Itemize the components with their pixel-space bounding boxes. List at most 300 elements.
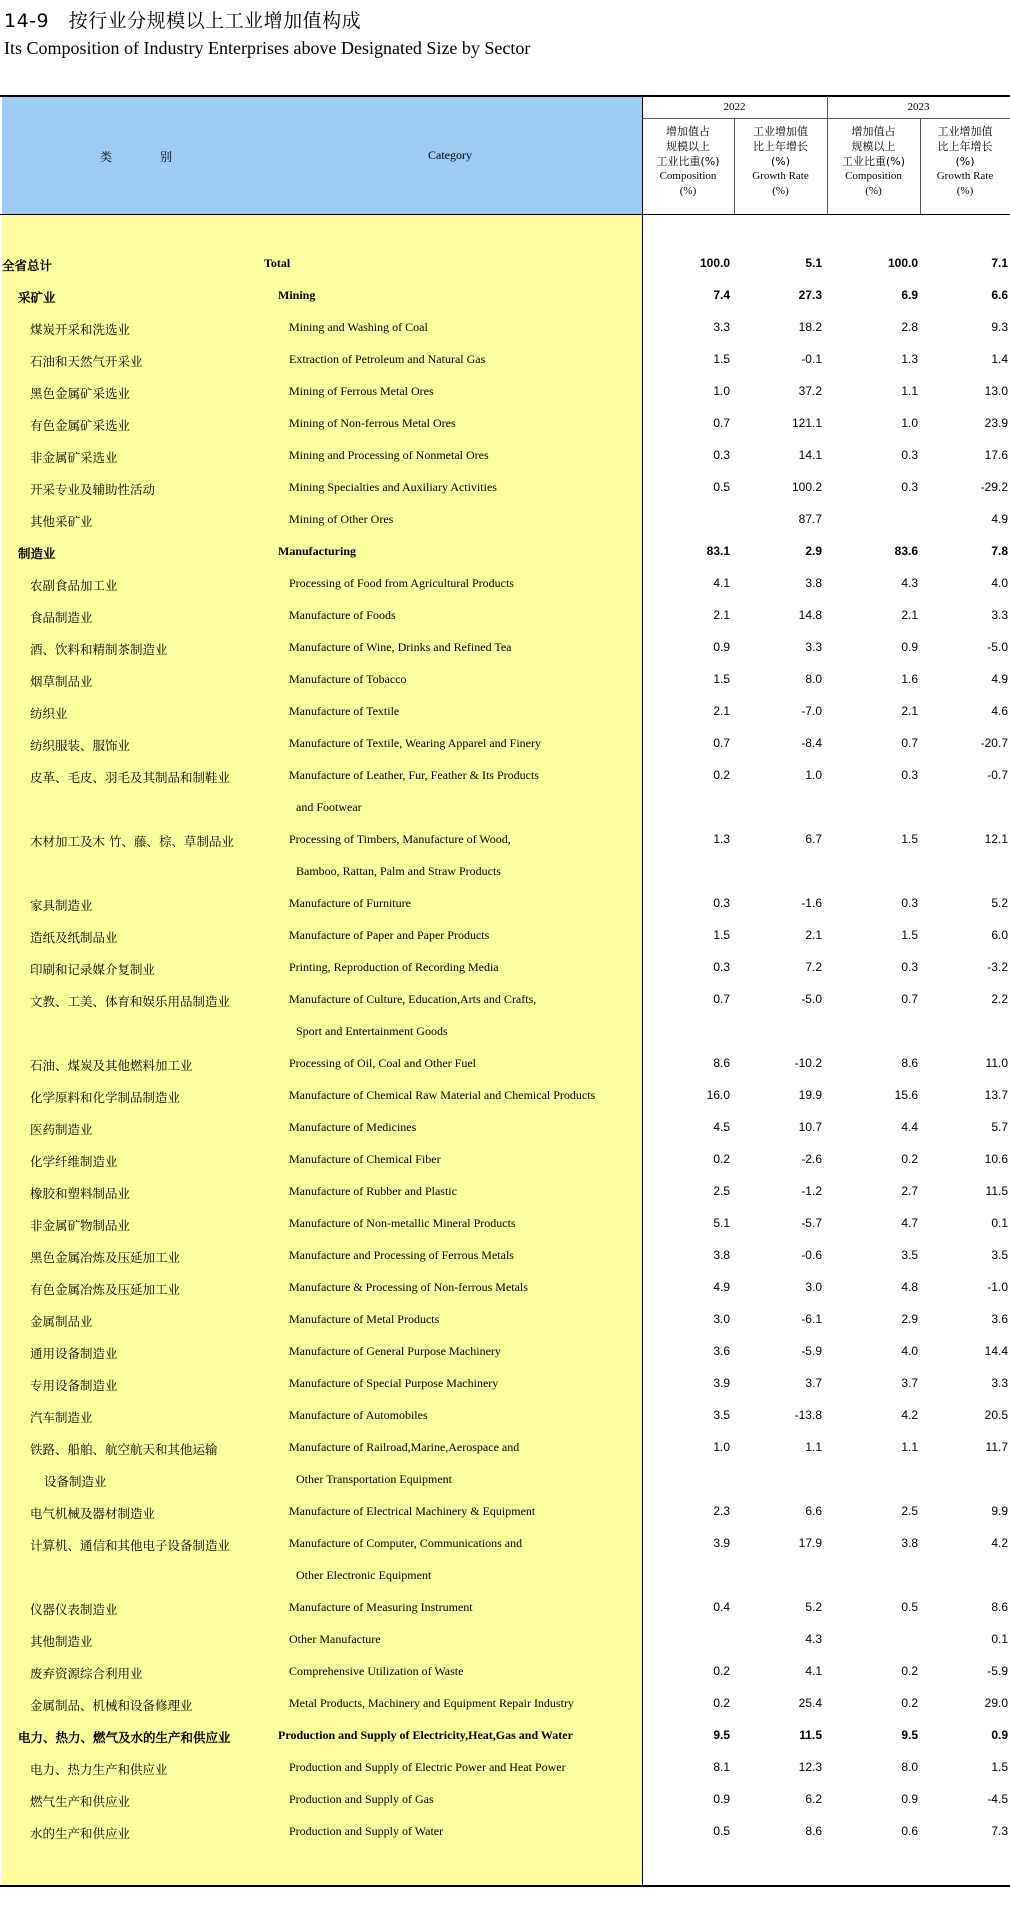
row-value: 1.5	[713, 352, 730, 366]
row-category-cn: 印刷和记录媒介复制业	[30, 962, 156, 977]
row-category-en: Comprehensive Utilization of Waste	[289, 1664, 464, 1678]
row-category-cn: 设备制造业	[44, 1474, 107, 1489]
row-value: -6.1	[801, 1312, 822, 1326]
row-value: -1.2	[801, 1184, 822, 1198]
header-text: (%)	[955, 155, 975, 168]
row-category-en: Production and Supply of Electric Power and Heat Power	[289, 1760, 566, 1774]
row-value: 0.5	[713, 1824, 730, 1838]
table-row	[0, 280, 1010, 312]
table-row	[0, 1400, 1010, 1432]
row-category-en: Production and Supply of Water	[289, 1824, 444, 1838]
row-value: 2.7	[901, 1184, 918, 1198]
row-value: 4.0	[901, 1344, 918, 1358]
row-value: -0.6	[801, 1248, 822, 1262]
row-value: -1.6	[801, 896, 822, 910]
row-category-cn: 汽车制造业	[30, 1410, 93, 1425]
row-value: 4.7	[901, 1216, 918, 1230]
row-category-cn: 化学原料和化学制品制造业	[30, 1090, 181, 1105]
row-category-en: Manufacture and Processing of Ferrous Metals	[289, 1248, 514, 1262]
header-text: Composition	[845, 170, 902, 182]
row-value: 0.2	[713, 1664, 730, 1678]
row-value: 0.2	[713, 1152, 730, 1166]
table-row	[0, 1752, 1010, 1784]
row-value: 8.6	[713, 1056, 730, 1070]
row-value: 17.9	[798, 1536, 822, 1550]
row-value: 15.6	[894, 1088, 918, 1102]
row-value: 10.7	[798, 1120, 822, 1134]
row-category-cn: 化学纤维制造业	[30, 1154, 118, 1169]
row-value: 4.2	[901, 1408, 918, 1422]
row-category-en: Manufacture of Metal Products	[289, 1312, 440, 1326]
table-row	[0, 952, 1010, 984]
row-category-en: Mining of Other Ores	[289, 512, 394, 526]
header-text: Growth Rate	[936, 170, 994, 182]
row-category-en: Printing, Reproduction of Recording Media	[289, 960, 499, 974]
row-category-cn: 医药制造业	[30, 1122, 93, 1137]
table-row	[0, 1464, 1010, 1496]
row-category-cn: 纺织服装、服饰业	[30, 738, 131, 753]
row-value: 7.4	[713, 288, 730, 302]
row-value: -0.7	[987, 768, 1008, 782]
row-value: 4.3	[901, 576, 918, 590]
row-value: 8.1	[713, 1760, 730, 1774]
row-category-cn: 非金属矿采选业	[30, 450, 118, 465]
header-text: 工业比重(%)	[656, 155, 720, 168]
row-category-en: Manufacture of Medicines	[289, 1120, 417, 1134]
row-category-en: Other Electronic Equipment	[296, 1568, 432, 1582]
row-value: -29.2	[980, 480, 1008, 494]
table-row	[0, 1688, 1010, 1720]
table-row	[0, 1272, 1010, 1304]
row-value: 3.3	[805, 640, 822, 654]
row-value: 4.3	[805, 1632, 822, 1646]
row-value: 4.9	[991, 672, 1008, 686]
row-category-en: Manufacture of Automobiles	[289, 1408, 428, 1422]
header-text: 工业比重(%)	[841, 155, 906, 168]
row-value: 1.5	[901, 928, 918, 942]
table-row	[0, 1304, 1010, 1336]
row-value: 3.3	[991, 1376, 1008, 1390]
row-value: 0.3	[901, 896, 918, 910]
row-category-en: Production and Supply of Electricity,Heat,Gas and Water	[278, 1728, 573, 1742]
table-row	[0, 344, 1010, 376]
row-value: 4.8	[901, 1280, 918, 1294]
row-value: 0.7	[901, 736, 918, 750]
row-category-en: Other Manufacture	[289, 1632, 381, 1646]
row-value: 4.1	[713, 576, 730, 590]
row-value: 19.9	[798, 1088, 822, 1102]
row-category-en: Mining Specialties and Auxiliary Activities	[289, 480, 497, 494]
row-category-en: Production and Supply of Gas	[289, 1792, 434, 1806]
row-category-cn: 水的生产和供应业	[30, 1826, 131, 1841]
row-value: 5.7	[991, 1120, 1008, 1134]
row-category-en: Metal Products, Machinery and Equipment Repair Industry	[289, 1696, 574, 1710]
row-category-en: Manufacture of Foods	[289, 608, 396, 622]
row-category-cn: 纺织业	[30, 706, 68, 721]
row-category-en: Total	[264, 256, 291, 270]
row-value: 3.3	[713, 320, 730, 334]
table-row	[0, 1656, 1010, 1688]
row-category-cn: 有色金属矿采选业	[30, 418, 131, 433]
row-value: 4.2	[991, 1536, 1008, 1550]
row-value: -4.5	[987, 1792, 1008, 1806]
header-text: 规模以上	[666, 140, 710, 153]
table-row	[0, 312, 1010, 344]
table-row	[0, 536, 1010, 568]
table-row	[0, 728, 1010, 760]
row-value: 4.9	[991, 512, 1008, 526]
row-value: 8.6	[901, 1056, 918, 1070]
row-value: 2.1	[713, 704, 730, 718]
row-category-en: Manufacture of Special Purpose Machinery	[289, 1376, 499, 1390]
table-row	[0, 1368, 1010, 1400]
row-category-en: Mining	[278, 288, 316, 302]
header-text: 比上年增长	[753, 140, 808, 153]
row-value: -10.2	[794, 1056, 822, 1070]
row-value: 7.1	[991, 256, 1008, 270]
row-value: 11.7	[985, 1440, 1008, 1454]
row-category-cn: 食品制造业	[30, 610, 93, 625]
row-value: 12.3	[798, 1760, 822, 1774]
row-value: 11.0	[985, 1056, 1008, 1070]
row-value: 0.6	[901, 1824, 918, 1838]
row-category-cn: 煤炭开采和洗选业	[30, 322, 131, 337]
row-value: 4.6	[991, 704, 1008, 718]
row-value: 13.7	[984, 1088, 1008, 1102]
row-value: -5.9	[987, 1664, 1008, 1678]
row-category-cn: 电气机械及器材制造业	[30, 1506, 156, 1521]
row-value: 4.9	[713, 1280, 730, 1294]
row-value: 3.8	[713, 1248, 730, 1262]
row-value: 3.5	[991, 1248, 1008, 1262]
row-value: 9.3	[991, 320, 1008, 334]
row-value: 2.9	[901, 1312, 918, 1326]
table-row	[0, 632, 1010, 664]
header-text: (%)	[770, 155, 791, 168]
table-row	[0, 1560, 1010, 1592]
row-category-en: Bamboo, Rattan, Palm and Straw Products	[296, 864, 501, 878]
row-category-en: Manufacture of Leather, Fur, Feather & Its Products	[289, 768, 539, 782]
row-value: 2.3	[713, 1504, 730, 1518]
row-category-cn: 金属制品业	[30, 1314, 93, 1329]
header-composition-2023	[827, 124, 920, 199]
row-category-en: Manufacture of Wine, Drinks and Refined Tea	[289, 640, 512, 654]
table-row	[0, 600, 1010, 632]
row-value: -20.7	[980, 736, 1008, 750]
row-category-cn: 黑色金属冶炼及压延加工业	[30, 1250, 181, 1265]
row-category-cn: 非金属矿物制品业	[30, 1218, 131, 1233]
table-row	[0, 248, 1010, 280]
row-category-en: Manufacture of Textile, Wearing Apparel and Finery	[289, 736, 541, 750]
row-value: 20.5	[984, 1408, 1008, 1422]
row-value: 3.0	[713, 1312, 730, 1326]
row-value: 3.9	[713, 1536, 730, 1550]
row-value: 3.5	[901, 1248, 918, 1262]
row-category-cn: 造纸及纸制品业	[30, 930, 118, 945]
row-category-en: Manufacture & Processing of Non-ferrous Metals	[289, 1280, 528, 1294]
table-row	[0, 792, 1010, 824]
row-value: 0.9	[991, 1728, 1008, 1742]
row-value: 6.9	[901, 288, 918, 302]
row-category-en: Manufacture of General Purpose Machinery	[289, 1344, 501, 1358]
row-category-cn: 有色金属冶炼及压延加工业	[30, 1282, 181, 1297]
table-row	[0, 1432, 1010, 1464]
row-value: 7.2	[805, 960, 822, 974]
row-value: 0.7	[713, 416, 730, 430]
row-category-cn: 电力、热力、燃气及水的生产和供应业	[18, 1730, 231, 1745]
header-category-cn: 类 别	[100, 150, 191, 164]
table-row	[0, 1016, 1010, 1048]
header-text: Growth Rate	[752, 170, 809, 182]
row-category-cn: 石油和天然气开采业	[30, 354, 143, 369]
row-value: 37.2	[798, 384, 822, 398]
header-bottom-rule	[0, 214, 1010, 215]
row-value: 0.3	[713, 960, 730, 974]
header-growth-2022	[734, 124, 827, 199]
table-row	[0, 1496, 1010, 1528]
row-value: 0.2	[901, 1696, 918, 1710]
row-value: 0.3	[901, 960, 918, 974]
row-value: 0.9	[901, 640, 918, 654]
table-row	[0, 984, 1010, 1016]
row-value: 2.1	[901, 704, 918, 718]
row-value: 14.1	[798, 448, 822, 462]
table-row	[0, 1528, 1010, 1560]
row-value: -5.0	[801, 992, 822, 1006]
table-row	[0, 920, 1010, 952]
row-value: 1.1	[805, 1440, 822, 1454]
row-value: 1.1	[901, 384, 918, 398]
table-row	[0, 1816, 1010, 1848]
header-text: (%)	[956, 185, 974, 197]
row-value: 3.6	[713, 1344, 730, 1358]
row-value: 9.9	[991, 1504, 1008, 1518]
row-value: 7.3	[991, 1824, 1008, 1838]
row-category-en: Mining and Processing of Nonmetal Ores	[289, 448, 489, 462]
row-value: 100.0	[887, 256, 918, 270]
row-value: -13.8	[794, 1408, 822, 1422]
row-category-en: Manufacture of Chemical Fiber	[289, 1152, 441, 1166]
row-category-en: Manufacture of Measuring Instrument	[289, 1600, 473, 1614]
row-category-cn: 其他制造业	[30, 1634, 93, 1649]
table-row	[0, 1624, 1010, 1656]
table-row	[0, 1720, 1010, 1752]
header-category-band	[2, 96, 642, 214]
table-row	[0, 1336, 1010, 1368]
row-category-cn: 采矿业	[18, 290, 56, 305]
row-value: 2.1	[805, 928, 822, 942]
row-value: 1.0	[901, 416, 918, 430]
row-value: 8.0	[805, 672, 822, 686]
row-value: 83.1	[706, 544, 730, 558]
table-row	[0, 1592, 1010, 1624]
year-underline	[642, 118, 1010, 119]
row-value: 2.9	[805, 544, 822, 558]
row-category-en: Manufacture of Textile	[289, 704, 400, 718]
row-value: 3.8	[805, 576, 822, 590]
row-value: 0.1	[991, 1632, 1008, 1646]
table-row	[0, 472, 1010, 504]
row-value: 11.5	[985, 1184, 1008, 1198]
row-category-en: Manufacture of Non-metallic Mineral Products	[289, 1216, 516, 1230]
table-row	[0, 1080, 1010, 1112]
row-value: 29.0	[984, 1696, 1008, 1710]
row-category-en: Mining and Washing of Coal	[289, 320, 428, 334]
header-text: 增加值占	[666, 125, 710, 138]
row-value: 2.1	[713, 608, 730, 622]
row-category-en: Manufacture of Furniture	[289, 896, 411, 910]
row-value: -2.6	[801, 1152, 822, 1166]
table-row	[0, 1176, 1010, 1208]
table-row	[0, 824, 1010, 856]
row-value: -3.2	[987, 960, 1008, 974]
row-value: 3.3	[991, 608, 1008, 622]
header-year-2023: 2023	[907, 101, 930, 113]
header-text: 工业增加值	[753, 125, 808, 138]
row-category-en: Manufacture of Rubber and Plastic	[289, 1184, 457, 1198]
row-value: -0.1	[801, 352, 822, 366]
header-category-en: Category	[428, 148, 472, 162]
row-value: 4.0	[991, 576, 1008, 590]
row-value: 0.5	[901, 1600, 918, 1614]
row-value: 0.3	[713, 896, 730, 910]
table-row	[0, 408, 1010, 440]
header-text: (%)	[679, 185, 697, 197]
row-value: 0.3	[901, 448, 918, 462]
row-category-en: Manufacture of Chemical Raw Material and Chemical Products	[289, 1088, 596, 1102]
row-value: 100.2	[791, 480, 822, 494]
row-value: 9.5	[713, 1728, 730, 1742]
row-value: 4.5	[713, 1120, 730, 1134]
row-category-cn: 橡胶和塑料制品业	[30, 1186, 131, 1201]
header-composition-2022	[642, 124, 734, 199]
row-value: 3.7	[805, 1376, 822, 1390]
row-value: 83.6	[894, 544, 918, 558]
row-value: 0.5	[713, 480, 730, 494]
header-text: 规模以上	[851, 140, 896, 153]
table-title-cn: 14-9 按行业分规模以上工业增加值构成	[4, 10, 362, 32]
row-category-cn: 废弃资源综合利用业	[30, 1666, 143, 1681]
row-value: 1.1	[901, 1440, 918, 1454]
row-value: 2.5	[713, 1184, 730, 1198]
row-value: 100.0	[699, 256, 730, 270]
row-value: 87.7	[798, 512, 822, 526]
table-row	[0, 440, 1010, 472]
bottom-rule	[0, 1885, 1010, 1887]
row-value: 8.6	[991, 1600, 1008, 1614]
row-value: -5.0	[987, 640, 1008, 654]
row-value: 0.2	[901, 1152, 918, 1166]
row-value: 27.3	[798, 288, 822, 302]
row-value: 1.5	[713, 672, 730, 686]
row-category-cn: 黑色金属矿采选业	[30, 386, 131, 401]
row-value: 0.7	[901, 992, 918, 1006]
row-category-en: Processing of Food from Agricultural Products	[289, 576, 514, 590]
row-value: 0.3	[713, 448, 730, 462]
table-row	[0, 1048, 1010, 1080]
row-category-cn: 烟草制品业	[30, 674, 93, 689]
row-value: 6.6	[805, 1504, 822, 1518]
row-value: 1.5	[991, 1760, 1008, 1774]
row-value: 0.4	[713, 1600, 730, 1614]
table-row	[0, 888, 1010, 920]
row-category-cn: 文教、工美、体育和娱乐用品制造业	[30, 994, 231, 1009]
row-value: 1.4	[991, 352, 1008, 366]
row-category-cn: 计算机、通信和其他电子设备制造业	[30, 1538, 231, 1553]
header-growth-2023	[920, 124, 1010, 199]
row-category-en: Processing of Timbers, Manufacture of Wood,	[289, 832, 511, 846]
row-value: 0.9	[901, 1792, 918, 1806]
row-category-en: Manufacture of Computer, Communications and	[289, 1536, 523, 1550]
table-row	[0, 1240, 1010, 1272]
table-row	[0, 664, 1010, 696]
row-value: -1.0	[987, 1280, 1008, 1294]
header-text: 工业增加值	[937, 125, 993, 138]
row-value: 13.0	[984, 384, 1008, 398]
table-row	[0, 856, 1010, 888]
row-category-en: Extraction of Petroleum and Natural Gas	[289, 352, 486, 366]
row-value: 1.0	[713, 1440, 730, 1454]
row-value: 1.3	[713, 832, 730, 846]
row-value: 5.1	[713, 1216, 730, 1230]
row-category-cn: 专用设备制造业	[30, 1378, 118, 1393]
row-value: 16.0	[706, 1088, 730, 1102]
header-text: (%)	[772, 185, 789, 197]
row-category-en: and Footwear	[296, 800, 362, 814]
table-row	[0, 1112, 1010, 1144]
row-category-en: Processing of Oil, Coal and Other Fuel	[289, 1056, 476, 1070]
table-row	[0, 696, 1010, 728]
row-value: 121.1	[791, 416, 822, 430]
row-value: 1.5	[901, 832, 918, 846]
row-category-en: Mining of Ferrous Metal Ores	[289, 384, 434, 398]
row-value: 4.4	[901, 1120, 918, 1134]
row-category-cn: 木材加工及木 竹、藤、棕、草制品业	[30, 834, 234, 849]
row-category-cn: 农副食品加工业	[30, 578, 118, 593]
row-category-en: Manufacture of Paper and Paper Products	[289, 928, 490, 942]
row-category-cn: 酒、饮料和精制茶制造业	[30, 642, 168, 657]
row-category-cn: 皮革、毛皮、羽毛及其制品和制鞋业	[30, 770, 231, 785]
row-category-cn: 制造业	[18, 546, 56, 561]
row-value: 9.5	[901, 1728, 918, 1742]
row-value: 3.8	[901, 1536, 918, 1550]
row-value: 23.9	[984, 416, 1008, 430]
row-value: 3.7	[901, 1376, 918, 1390]
row-value: -5.9	[801, 1344, 822, 1358]
row-value: 0.7	[713, 736, 730, 750]
row-value: 14.8	[798, 608, 822, 622]
row-value: 0.2	[901, 1664, 918, 1678]
table-row	[0, 760, 1010, 792]
row-category-en: Manufacture of Culture, Education,Arts and Crafts,	[289, 992, 537, 1006]
row-value: 0.7	[713, 992, 730, 1006]
header-text: 增加值占	[851, 125, 896, 138]
table-row	[0, 568, 1010, 600]
header-text: 比上年增长	[937, 140, 993, 153]
row-value: 1.0	[713, 384, 730, 398]
row-value: 5.1	[805, 256, 822, 270]
row-value: -7.0	[801, 704, 822, 718]
row-category-cn: 电力、热力生产和供应业	[30, 1762, 168, 1777]
header-text: Composition	[659, 170, 717, 182]
row-value: -8.4	[801, 736, 822, 750]
row-value: 10.6	[984, 1152, 1008, 1166]
row-category-en: Manufacture of Electrical Machinery & Equipment	[289, 1504, 536, 1518]
top-rule	[0, 95, 1010, 97]
table-row	[0, 504, 1010, 536]
row-value: 2.1	[901, 608, 918, 622]
row-category-en: Sport and Entertainment Goods	[296, 1024, 448, 1038]
